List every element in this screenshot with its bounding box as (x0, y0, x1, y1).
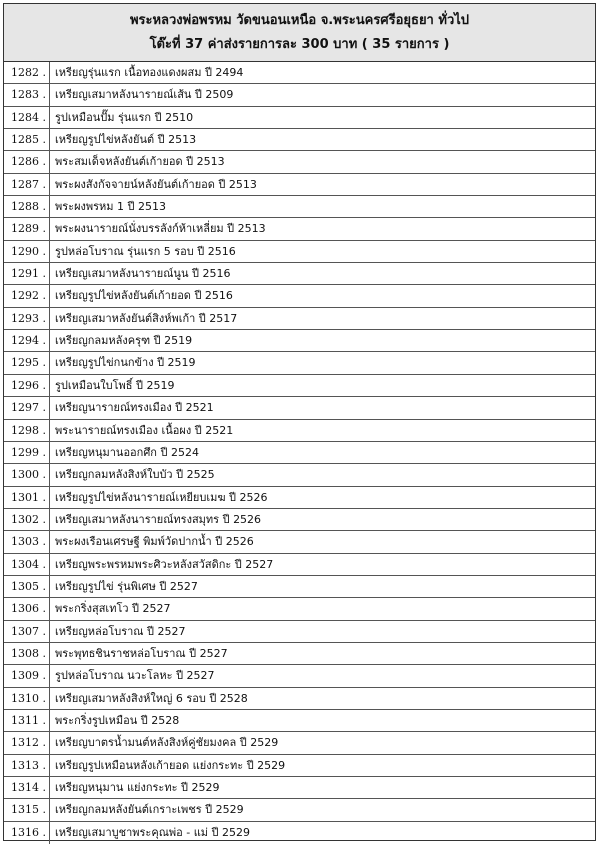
table-row (4, 352, 595, 374)
table-row (4, 822, 595, 844)
table-row (4, 129, 595, 151)
table-row (4, 464, 595, 486)
item-number: 1305 . (4, 576, 50, 597)
page-subtitle: โต๊ะที่ 37 ค่าส่งรายการละ 300 บาท ( 35 รายการ ) (149, 37, 450, 52)
item-name: พระผงนารายณ์นั่งบรรลังก์ห้าเหลี่ยม ปี 2513 (55, 222, 266, 236)
item-number: 1314 . (4, 777, 50, 798)
item-name: เหรียญรูปไข่หลังยันต์เก้ายอด ปี 2516 (55, 289, 233, 303)
table-row (4, 598, 595, 620)
item-name: เหรียญหนุมาน แย่งกระทะ ปี 2529 (55, 781, 220, 794)
table-row (4, 531, 595, 553)
item-name: เหรียญพระพรหมพระศิวะหลังสวัสดิกะ ปี 2527 (55, 557, 274, 571)
item-name: เหรียญเสมาหลังนารายณ์เส้น ปี 2509 (55, 88, 234, 102)
item-name: พระนารายณ์ทรงเมือง เนื้อผง ปี 2521 (55, 423, 234, 437)
item-number: 1294 . (4, 330, 50, 351)
item-number: 1299 . (4, 442, 50, 463)
table-row (4, 643, 595, 665)
item-number: 1290 . (4, 241, 50, 262)
item-name: รูปหล่อโบราณ นวะโลหะ ปี 2527 (55, 669, 215, 683)
item-number: 1292 . (4, 285, 50, 306)
item-name: เหรียญรุ่นแรก เนื้อทองแดงผสม ปี 2494 (55, 66, 244, 79)
item-number: 1284 . (4, 107, 50, 128)
item-name: เหรียญนารายณ์ทรงเมือง ปี 2521 (55, 401, 214, 415)
item-name: เหรียญเสมาบูชาพระคุณพ่อ - แม่ ปี 2529 (55, 825, 251, 839)
item-number: 1304 . (4, 554, 50, 575)
item-name: พระกริ่งรูปเหมือน ปี 2528 (55, 713, 180, 727)
table-row (4, 420, 595, 442)
table-row (4, 107, 595, 129)
item-number: 1283 . (4, 84, 50, 105)
table-row (4, 397, 595, 419)
item-name: เหรียญรูปเหมือนหลังเก้ายอด แย่งกระทะ ปี 2529 (55, 758, 286, 772)
item-number: 1315 . (4, 799, 50, 820)
table-row (4, 174, 595, 196)
item-number: 1282 . (4, 62, 50, 83)
item-number: 1298 . (4, 420, 50, 441)
table-row (4, 777, 595, 799)
catalog-sheet (3, 3, 596, 841)
item-number: 1297 . (4, 397, 50, 418)
item-name: เหรียญบาตรน้ำมนต์หลังสิงห์คู่ชัยมงคล ปี 2529 (55, 736, 279, 750)
table-row (4, 285, 595, 307)
item-number: 1312 . (4, 732, 50, 753)
item-name: รูปหล่อโบราณ รุ่นแรก 5 รอบ ปี 2516 (55, 244, 236, 258)
item-number: 1311 . (4, 710, 50, 731)
table-row (4, 308, 595, 330)
table-row (4, 375, 595, 397)
table-row (4, 330, 595, 352)
table-row (4, 621, 595, 643)
table-row (4, 509, 595, 531)
table-row (4, 554, 595, 576)
table-row (4, 710, 595, 732)
table-row (4, 487, 595, 509)
item-name: เหรียญรูปไข่กนกข้าง ปี 2519 (55, 356, 196, 370)
item-name: รูปเหมือนใบโพธิ์ ปี 2519 (55, 378, 175, 392)
item-name: เหรียญเสมาหลังยันต์สิงห์พเก้า ปี 2517 (55, 311, 238, 325)
table-row (4, 196, 595, 218)
item-number: 1316 . (4, 822, 50, 844)
item-number: 1300 . (4, 464, 50, 485)
table-row (4, 732, 595, 754)
item-name: เหรียญเสมาหลังนารายณ์นูน ปี 2516 (55, 267, 231, 281)
item-name: พระผงสังกัจจายน์หลังยันต์เก้ายอด ปี 2513 (55, 177, 257, 191)
item-number: 1296 . (4, 375, 50, 396)
item-number: 1293 . (4, 308, 50, 329)
table-row (4, 442, 595, 464)
table-row (4, 688, 595, 710)
item-number: 1309 . (4, 665, 50, 686)
item-name: เหรียญเสมาหลังนารายณ์ทรงสมุทร ปี 2526 (55, 512, 262, 526)
item-name: เหรียญหล่อโบราณ ปี 2527 (55, 624, 186, 638)
table-header (4, 4, 595, 62)
item-number: 1308 . (4, 643, 50, 664)
item-name: พระพุทธชินราชหล่อโบราณ ปี 2527 (55, 646, 228, 660)
item-name: เหรียญรูปไข่ รุ่นพิเศษ ปี 2527 (55, 579, 198, 593)
item-number: 1295 . (4, 352, 50, 373)
item-number: 1291 . (4, 263, 50, 284)
item-name: เหรียญกลมหลังยันต์เกราะเพชร ปี 2529 (55, 803, 244, 817)
page-title: พระหลวงพ่อพรหม วัดขนอนเหนือ จ.พระนครศรีอยุธยา ทั่วไป (129, 13, 470, 28)
item-number: 1306 . (4, 598, 50, 619)
item-name: รูปเหมือนปั๊ม รุ่นแรก ปี 2510 (55, 110, 194, 124)
item-number: 1303 . (4, 531, 50, 552)
table-row (4, 151, 595, 173)
item-number: 1288 . (4, 196, 50, 217)
table-row (4, 799, 595, 821)
item-name: พระกริ่งสุสเทโว ปี 2527 (55, 602, 171, 616)
table-row (4, 218, 595, 240)
item-name: เหรียญกลมหลังสิงห์ใบบัว ปี 2525 (55, 468, 215, 482)
item-name: เหรียญรูปไข่หลังยันต์ ปี 2513 (55, 133, 197, 147)
item-number: 1286 . (4, 151, 50, 172)
table-row (4, 241, 595, 263)
table-row (4, 263, 595, 285)
item-name: เหรียญรูปไข่หลังนารายณ์เหยียบเมฆ ปี 2526 (55, 490, 268, 504)
item-number: 1302 . (4, 509, 50, 530)
table-row (4, 84, 595, 106)
item-number: 1307 . (4, 621, 50, 642)
table-row (4, 576, 595, 598)
table-row (4, 665, 595, 687)
item-name: เหรียญเสมาหลังสิงห์ใหญ่ 6 รอบ ปี 2528 (55, 691, 248, 705)
item-name: พระผงเรือนเศรษฐี พิมพ์วัดปากน้ำ ปี 2526 (55, 535, 254, 549)
table-row (4, 62, 595, 84)
item-number: 1310 . (4, 688, 50, 709)
table-row (4, 755, 595, 777)
item-name: เหรียญหนุมานออกศึก ปี 2524 (55, 445, 199, 459)
item-number: 1301 . (4, 487, 50, 508)
item-name: พระสมเด็จหลังยันต์เก้ายอด ปี 2513 (55, 155, 225, 169)
item-number: 1289 . (4, 218, 50, 239)
item-number: 1285 . (4, 129, 50, 150)
item-number: 1287 . (4, 174, 50, 195)
item-number: 1313 . (4, 755, 50, 776)
item-name: เหรียญกลมหลังครุฑ ปี 2519 (55, 334, 193, 348)
item-name: พระผงพรหม 1 ปี 2513 (55, 200, 167, 214)
item-table (4, 62, 595, 844)
